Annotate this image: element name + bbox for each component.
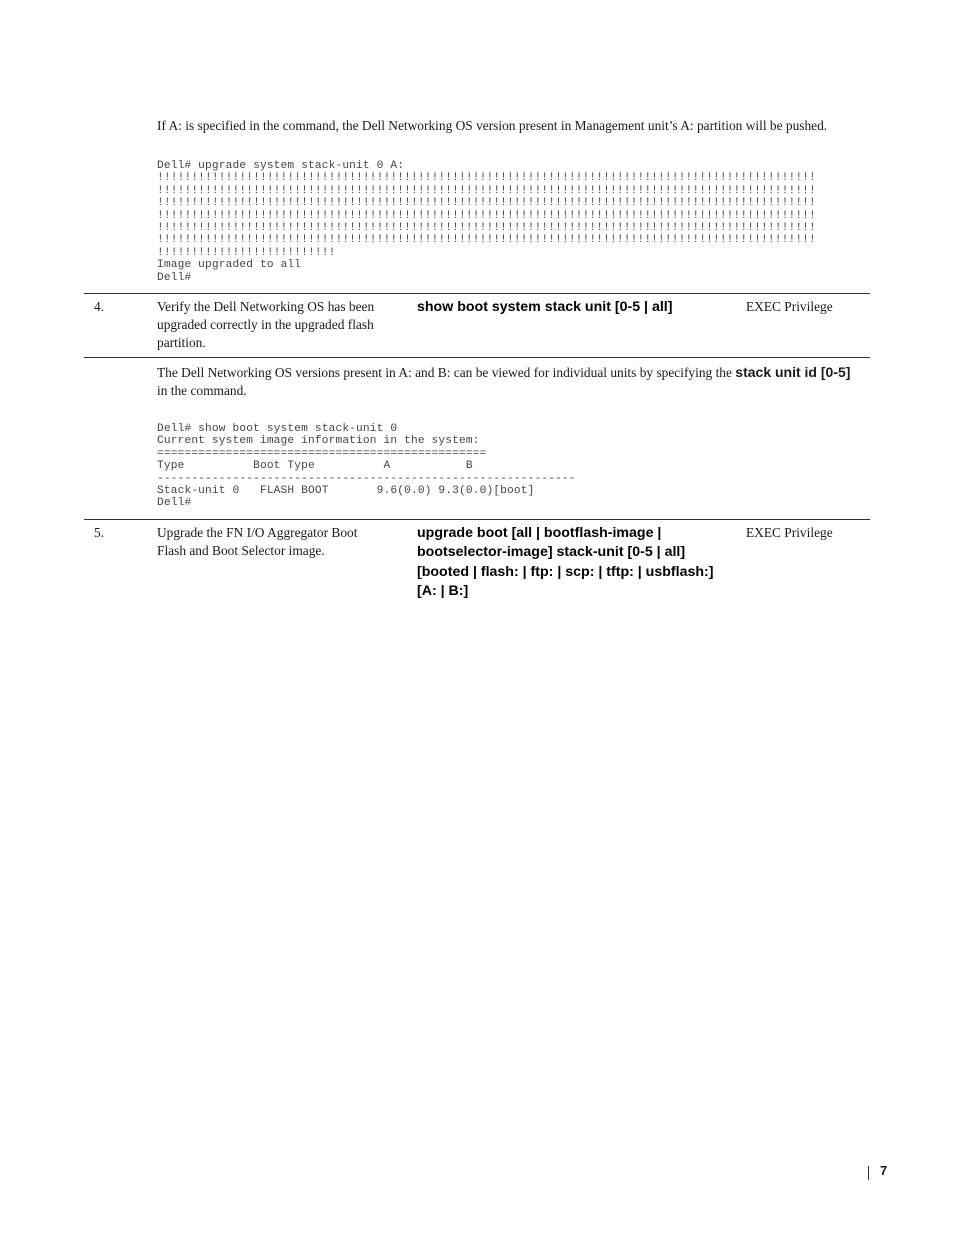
code-line: !!!!!!!!!!!!!!!!!!!!!!!!!!!!!!!!!!!!!!!!!!!!!!!!!!!!!!!!!!!!!!!!!!!!!!!!!!!!!!!!!!!!!!!!!!!!!!!! (157, 222, 816, 235)
code-line: ------------------------------------------------------------- (157, 472, 576, 485)
row-divider (84, 293, 870, 294)
code-line: Image upgraded to all (157, 259, 302, 272)
page-number: 7 (880, 1163, 888, 1178)
step-description: Verify the Dell Networking OS has been upgraded correctly in the upgraded flash partition. (157, 299, 375, 350)
code-line: !!!!!!!!!!!!!!!!!!!!!!!!!!!!!!!!!!!!!!!!!!!!!!!!!!!!!!!!!!!!!!!!!!!!!!!!!!!!!!!!!!!!!!!!!!!!!!!! (157, 184, 816, 197)
code-line: Type Boot Type A B (157, 460, 473, 473)
note-text: The Dell Networking OS versions present in A: and B: can be viewed for individual units by specifying the (157, 365, 736, 380)
code-line: ================================================ (157, 447, 487, 460)
step-command-options: [booted | flash: | ftp: | scp: | tftp: | usbflash:] [A: | B:] (417, 564, 714, 599)
command-mode: EXEC Privilege (746, 299, 833, 314)
code-line: !!!!!!!!!!!!!!!!!!!!!!!!!!!!!!!!!!!!!!!!!!!!!!!!!!!!!!!!!!!!!!!!!!!!!!!!!!!!!!!!!!!!!!!!!!!!!!!! (157, 172, 816, 185)
step-note (157, 363, 862, 400)
intro-paragraph: If A: is specified in the command, the Dell Networking OS version present in Management unit’s A: partition will be pushed. (157, 118, 828, 133)
step-command: upgrade boot [all | bootflash-image | bootselector-image] stack-unit [0-5 | all] (417, 525, 686, 560)
step-number: 5. (94, 525, 105, 540)
command-mode: EXEC Privilege (746, 525, 833, 540)
step-number: 4. (94, 299, 105, 314)
code-line: !!!!!!!!!!!!!!!!!!!!!!!!!!!!!!!!!!!!!!!!!!!!!!!!!!!!!!!!!!!!!!!!!!!!!!!!!!!!!!!!!!!!!!!!!!!!!!!! (157, 209, 816, 222)
code-upgrade-output (157, 160, 867, 284)
code-line: Dell# (157, 497, 192, 510)
code-line: Current system image information in the system: (157, 435, 480, 448)
step-command: show boot system stack unit [0-5 | all] (417, 299, 673, 315)
row-divider (84, 357, 870, 358)
code-line: Dell# (157, 271, 192, 284)
code-line: !!!!!!!!!!!!!!!!!!!!!!!!!!!!!!!!!!!!!!!!!!!!!!!!!!!!!!!!!!!!!!!!!!!!!!!!!!!!!!!!!!!!!!!!!!!!!!!! (157, 234, 816, 247)
footer-divider (868, 1166, 869, 1180)
code-line: !!!!!!!!!!!!!!!!!!!!!!!!!! (157, 246, 336, 259)
note-emphasis: stack unit id [0-5] (735, 364, 851, 380)
code-block-upgrade (157, 160, 867, 284)
code-block-show-boot (157, 423, 867, 510)
code-line: !!!!!!!!!!!!!!!!!!!!!!!!!!!!!!!!!!!!!!!!!!!!!!!!!!!!!!!!!!!!!!!!!!!!!!!!!!!!!!!!!!!!!!!!!!!!!!!! (157, 197, 816, 210)
code-line: Dell# show boot system stack-unit 0 (157, 423, 398, 435)
code-line: Stack-unit 0 FLASH BOOT 9.6(0.0) 9.3(0.0)[boot] (157, 485, 535, 498)
code-line: Dell# upgrade system stack-unit 0 A: (157, 160, 405, 172)
code-show-boot-output (157, 423, 867, 510)
row-divider (84, 519, 870, 520)
step-description: Upgrade the FN I/O Aggregator Boot Flash and Boot Selector image. (157, 525, 358, 558)
note-text: in the command. (157, 383, 247, 398)
